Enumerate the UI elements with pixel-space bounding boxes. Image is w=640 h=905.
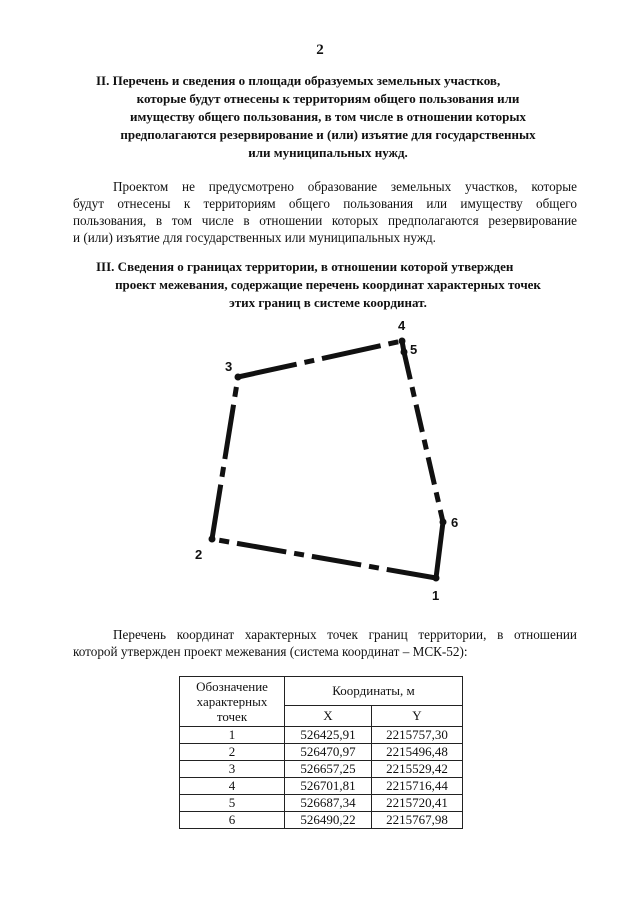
x-cell: 526470,97 (285, 744, 372, 761)
boundary-segment-3-4 (238, 341, 402, 377)
boundary-point-4 (399, 338, 406, 345)
point-id-cell: 3 (180, 761, 285, 778)
point-label-5: 5 (410, 342, 418, 357)
paragraph-line: пользования, в том числе в отношении которых предполагаются резервирование (73, 213, 577, 228)
x-cell: 526701,81 (285, 778, 372, 795)
heading-line: которые будут отнесены к территориям общего пользования или (136, 91, 520, 106)
point-label-1: 1 (432, 588, 440, 603)
boundary-segment-5-6 (404, 352, 443, 522)
y-cell: 2215767,98 (372, 812, 463, 829)
paragraph-line: Проектом не предусмотрено образование земельных участков, которые (113, 179, 577, 194)
x-cell: 526657,25 (285, 761, 372, 778)
table-row (180, 812, 463, 829)
header-line: точек (216, 709, 248, 724)
boundary-point-2 (209, 536, 216, 543)
y-cell: 2215757,30 (372, 727, 463, 744)
table-row (180, 778, 463, 795)
heading-line: III. Сведения о границах территории, в отношении которой утвержден (96, 259, 514, 274)
point-id-cell: 5 (180, 795, 285, 812)
table-row (180, 727, 463, 744)
page-number: 2 (316, 42, 324, 58)
section-2-heading (78, 72, 578, 162)
heading-line: II. Перечень и сведения о площади образуемых земельных участков, (96, 73, 501, 88)
header-line: характерных (196, 694, 268, 709)
paragraph-line: и (или) изъятие для государственных или муниципальных нужд. (73, 230, 436, 245)
y-header: Y (372, 705, 463, 726)
paragraph-line: которой утвержден проект межевания (система координат – МСК-52): (73, 644, 468, 659)
header-line: Обозначение (196, 679, 268, 694)
boundary-point-5 (401, 349, 408, 356)
section-3-heading (78, 258, 578, 312)
section-2-paragraph (73, 178, 577, 246)
heading-line: предполагаются резервирование и (или) изъятие для государственных (120, 127, 536, 142)
boundary-segment-4-5 (402, 341, 404, 352)
boundary-segment-1-2 (212, 539, 436, 578)
point-label-3: 3 (225, 359, 233, 374)
designation-header (180, 677, 285, 727)
heading-line: или муниципальных нужд. (248, 145, 408, 160)
heading-line: этих границ в системе координат. (229, 295, 427, 310)
point-id-cell: 1 (180, 727, 285, 744)
y-cell: 2215496,48 (372, 744, 463, 761)
coordinates-table (179, 676, 463, 829)
point-id-cell: 4 (180, 778, 285, 795)
heading-line: проект межевания, содержащие перечень координат характерных точек (115, 277, 541, 292)
table-row (180, 744, 463, 761)
y-cell: 2215529,42 (372, 761, 463, 778)
boundary-point-1 (433, 575, 440, 582)
boundary-point-3 (235, 374, 242, 381)
point-label-6: 6 (451, 515, 459, 530)
y-cell: 2215716,44 (372, 778, 463, 795)
paragraph-line: Перечень координат характерных точек границ территории, в отношении (113, 627, 577, 642)
point-label-4: 4 (398, 318, 406, 333)
table-row (180, 761, 463, 778)
x-cell: 526425,91 (285, 727, 372, 744)
boundary-segment-6-1 (436, 522, 443, 578)
boundary-segment-2-3 (212, 377, 238, 539)
table-row (180, 795, 463, 812)
y-cell: 2215720,41 (372, 795, 463, 812)
point-label-2: 2 (195, 547, 203, 562)
coordinates-header: Координаты, м (285, 677, 463, 706)
paragraph-line: будут отнесены к территориям общего пользования или имуществу общего (73, 196, 577, 211)
x-cell: 526490,22 (285, 812, 372, 829)
coordinates-intro (73, 626, 577, 660)
boundary-point-6 (440, 519, 447, 526)
point-id-cell: 2 (180, 744, 285, 761)
point-id-cell: 6 (180, 812, 285, 829)
x-header: X (285, 705, 372, 726)
heading-line: имуществу общего пользования, в том числе в отношении которых (129, 109, 527, 124)
x-cell: 526687,34 (285, 795, 372, 812)
